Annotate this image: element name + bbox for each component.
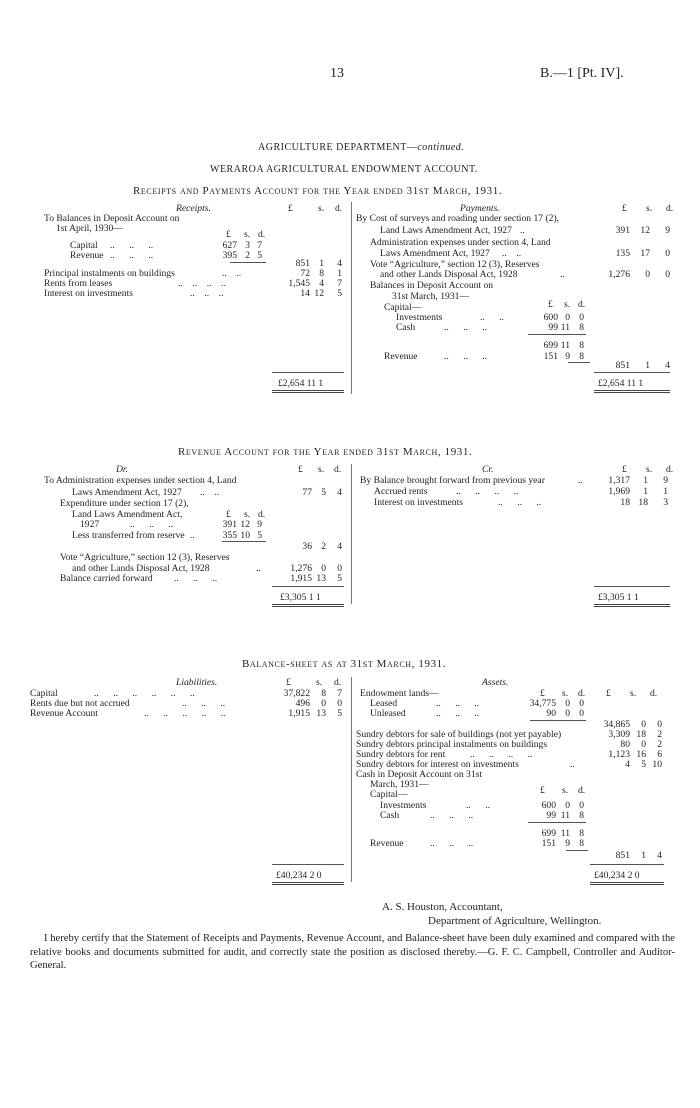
cash-pence: 8 xyxy=(579,810,584,821)
leader-dots: .. .. .. xyxy=(436,698,480,709)
revenue-pence: 8 xyxy=(579,838,584,849)
leader-dots: .. .. .. xyxy=(444,351,488,362)
leader-dots: .. xyxy=(560,269,565,280)
cash-pounds: 99 xyxy=(548,322,558,333)
p2-shillings: 17 xyxy=(640,248,650,259)
leader-dots: .. .. .. xyxy=(110,240,154,251)
total-double-rule xyxy=(272,390,344,393)
l3-pounds: 1,915 xyxy=(288,708,310,719)
d4-shillings: 13 xyxy=(316,573,326,584)
liabilities-total: £40,234 2 0 xyxy=(276,870,322,881)
d1-pence: 4 xyxy=(337,487,342,498)
unleased-shillings: 0 xyxy=(565,708,570,719)
liability-line: Capital xyxy=(30,688,58,699)
capital-total-pence: 8 xyxy=(579,340,584,351)
leader-dots: .. .. .. .. .. .. xyxy=(94,688,195,699)
rev-shilling-head: s. xyxy=(318,464,325,475)
revenue-pence: 5 xyxy=(257,250,262,261)
d2-less-pounds: 355 xyxy=(222,530,237,541)
total-rule xyxy=(594,586,670,587)
account-title: WERAROA AGRICULTURAL ENDOWMENT ACCOUNT. xyxy=(210,164,478,175)
interest-pence: 5 xyxy=(337,288,342,299)
bal-pence-head: d. xyxy=(334,677,342,688)
cash-shillings: 11 xyxy=(560,322,570,333)
sub-shilling-head: s. xyxy=(564,299,571,310)
leader-dots: .. .. .. xyxy=(430,810,474,821)
asset-line: Unleased xyxy=(370,708,406,719)
d2-sub-pence: 9 xyxy=(257,519,262,530)
investments-label: Investments xyxy=(396,312,443,323)
investments-pence: 0 xyxy=(579,312,584,323)
c2-pence: 1 xyxy=(663,486,668,497)
leader-dots: .. .. xyxy=(466,800,490,811)
d2-pounds: 36 xyxy=(302,541,312,552)
p1-pounds: 391 xyxy=(615,225,630,236)
payments-pence-head: d. xyxy=(666,203,674,214)
l2-shillings: 0 xyxy=(321,698,326,709)
sub-shilling-head: s. xyxy=(244,229,251,240)
asset-line: Sundry debtors for sale of buildings (not yet payable) xyxy=(356,729,562,740)
column-divider xyxy=(351,677,352,882)
p3-shillings: 0 xyxy=(645,269,650,280)
cash-pounds: 99 xyxy=(546,810,556,821)
cash-label: Cash xyxy=(396,322,416,333)
audit-certificate: I hereby certify that the Statement of Receipts and Payments, Revenue Account, and Balance-sheet have been duly examined and compared with the relative books and documents submitted for audit, and correctly state the position as disclosed thereby.—G. F. C. Campbell, Controller and Auditor-General. xyxy=(30,933,675,972)
balance-total-pence: 4 xyxy=(337,258,342,269)
total-double-rule xyxy=(590,882,664,885)
a4-shillings: 16 xyxy=(636,749,646,760)
revenue-label: Revenue xyxy=(70,250,104,261)
d1-pounds: 77 xyxy=(302,487,312,498)
subtotal-rule xyxy=(528,822,586,823)
receipts-line: 1st April, 1930— xyxy=(56,223,123,234)
p1-pence: 9 xyxy=(665,225,670,236)
subtotal-rule xyxy=(528,334,586,335)
revenue-shillings: 9 xyxy=(565,838,570,849)
total-rule xyxy=(272,586,344,587)
principal-pounds: 72 xyxy=(300,268,310,279)
unleased-pounds: 90 xyxy=(546,708,556,719)
a2-pence: 2 xyxy=(657,729,662,740)
receipts-line: To Balances in Deposit Account on xyxy=(44,213,180,224)
payment-line: Balances in Deposit Account on xyxy=(370,280,494,291)
revenue-pence: 8 xyxy=(579,351,584,362)
interest-pounds: 14 xyxy=(300,288,310,299)
cash-deposit-total-pence: 4 xyxy=(657,850,662,861)
a5-pounds: 4 xyxy=(625,759,630,770)
accountant-signature: A. S. Houston, Accountant, xyxy=(382,901,503,913)
subtotal-rule xyxy=(230,262,266,263)
column-divider xyxy=(351,202,352,394)
debit-line: Less transferred from reserve xyxy=(72,530,185,541)
d2-less-pence: 5 xyxy=(257,530,262,541)
receipts-column-head: Receipts. xyxy=(176,203,211,214)
balance-heading: Balance-sheet as at 31st March, 1931. xyxy=(242,658,447,670)
bal-shilling-head: s. xyxy=(316,677,323,688)
revenue-label: Revenue xyxy=(370,838,404,849)
c2-shillings: 1 xyxy=(643,486,648,497)
a2-shillings: 18 xyxy=(636,729,646,740)
deposit-total-pounds: 851 xyxy=(615,360,630,371)
total-double-rule xyxy=(272,882,344,885)
leader-dots: .. xyxy=(578,475,583,486)
revenue-shillings: 2 xyxy=(245,250,250,261)
revenue-pounds: 151 xyxy=(543,351,558,362)
liability-line: Rents due but not accrued xyxy=(30,698,130,709)
asset-line: Capital— xyxy=(370,789,408,800)
capital-label: Capital xyxy=(70,240,98,251)
asset-line: Sundry debtors for interest on investments xyxy=(356,759,519,770)
p1-shillings: 12 xyxy=(640,225,650,236)
receipts-total: £2,654 11 1 xyxy=(278,378,324,389)
a5-shillings: 5 xyxy=(641,759,646,770)
interest-label: Interest on investments xyxy=(44,288,133,299)
investments-pounds: 600 xyxy=(543,312,558,323)
subtotal-rule xyxy=(568,362,590,363)
leader-dots: .. .. xyxy=(200,487,220,498)
c1-pence: 9 xyxy=(663,475,668,486)
receipts-shilling-head: s. xyxy=(318,203,325,214)
page-reference: B.—1 [Pt. IV]. xyxy=(540,66,624,81)
p2-pounds: 135 xyxy=(615,248,630,259)
balance-total-shillings: 1 xyxy=(319,258,324,269)
rents-label: Rents from leases xyxy=(44,278,113,289)
sub-pound-head: £ xyxy=(226,229,231,240)
asset-line: Sundry debtors principal instalments on buildings xyxy=(356,739,548,750)
cash-deposit-total-shillings: 1 xyxy=(641,850,646,861)
credit-line: Accrued rents xyxy=(374,486,428,497)
cash-pence: 8 xyxy=(579,322,584,333)
column-divider xyxy=(351,464,352,604)
leader-dots: .. .. .. xyxy=(182,698,226,709)
asset-line: Endowment lands— xyxy=(360,688,439,699)
sub-shilling-head: s. xyxy=(562,688,569,699)
asset-line: March, 1931— xyxy=(370,779,429,790)
d3-pounds: 1,276 xyxy=(290,563,312,574)
d4-pence: 5 xyxy=(337,573,342,584)
sub-pence-head: d. xyxy=(578,688,586,699)
investments-label: Investments xyxy=(380,800,427,811)
rev-pound-head: £ xyxy=(622,464,627,475)
cash-deposit-total-pounds: 851 xyxy=(615,850,630,861)
payment-line: Vote “Agriculture,” section 12 (3), Reserves xyxy=(370,259,540,270)
capital-total-shillings: 11 xyxy=(560,340,570,351)
total-double-rule xyxy=(594,390,670,393)
leased-pence: 0 xyxy=(579,698,584,709)
leader-dots: .. .. xyxy=(480,312,504,323)
investments-shillings: 0 xyxy=(565,800,570,811)
d3-pence: 0 xyxy=(337,563,342,574)
principal-pence: 1 xyxy=(337,268,342,279)
leader-dots: .. .. .. xyxy=(110,250,154,261)
debit-line: Vote “Agriculture,” section 12 (3), Reserves xyxy=(60,552,230,563)
investments-shillings: 0 xyxy=(565,312,570,323)
total-double-rule xyxy=(272,604,344,607)
revenue-shillings: 9 xyxy=(565,351,570,362)
leader-dots: .. .. .. xyxy=(174,573,218,584)
leader-dots: .. .. .. xyxy=(430,838,474,849)
c1-shillings: 1 xyxy=(643,475,648,486)
bal-pence-head: d. xyxy=(650,688,658,699)
leader-dots: .. .. .. .. xyxy=(456,486,519,497)
liability-line: Revenue Account xyxy=(30,708,98,719)
asset-line: Sundry debtors for rent xyxy=(356,749,446,760)
cash-shillings: 11 xyxy=(560,810,570,821)
sub-pound-head: £ xyxy=(548,299,553,310)
sub-shilling-head: s. xyxy=(562,785,569,796)
endowment-total-shillings: 0 xyxy=(641,719,646,730)
payment-line: Administration expenses under section 4, Land xyxy=(370,237,551,248)
debit-line: Laws Amendment Act, 1927 xyxy=(72,487,182,498)
debit-line: Land Laws Amendment Act, xyxy=(72,509,183,520)
l1-pence: 7 xyxy=(337,688,342,699)
leased-shillings: 0 xyxy=(565,698,570,709)
debit-line: Balance carried forward xyxy=(60,573,153,584)
receipts-heading: Receipts and Payments Account for the Year ended 31st March, 1931. xyxy=(133,185,503,197)
debit-line: Expenditure under section 17 (2), xyxy=(60,498,189,509)
assets-total: £40,234 2 0 xyxy=(594,870,640,881)
leader-dots: .. xyxy=(520,225,525,236)
revenue-pounds: 395 xyxy=(222,250,237,261)
c1-pounds: 1,317 xyxy=(608,475,630,486)
assets-head: Assets. xyxy=(482,677,509,688)
payment-line: Laws Amendment Act, 1927 xyxy=(380,248,490,259)
subtotal-rule xyxy=(530,720,586,721)
asset-line: Cash in Deposit Account on 31st xyxy=(356,769,483,780)
a3-shillings: 0 xyxy=(641,739,646,750)
credit-line: By Balance brought forward from previous year xyxy=(360,475,545,486)
payment-line: and other Lands Disposal Act, 1928 xyxy=(380,269,518,280)
revenue-heading: Revenue Account for the Year ended 31st March, 1931. xyxy=(178,446,473,458)
subtotal-rule xyxy=(566,850,588,851)
balance-total-pounds: 851 xyxy=(295,258,310,269)
capital-pence: 7 xyxy=(257,240,262,251)
payment-line: 31st March, 1931— xyxy=(392,291,470,302)
sub-shilling-head: s. xyxy=(244,509,251,520)
total-rule xyxy=(272,372,344,373)
capital-label: Capital— xyxy=(384,302,422,313)
unleased-pence: 0 xyxy=(579,708,584,719)
sub-pound-head: £ xyxy=(540,688,545,699)
c3-pence: 3 xyxy=(663,497,668,508)
total-double-rule xyxy=(594,604,670,607)
rev-pound-head: £ xyxy=(298,464,303,475)
payments-shilling-head: s. xyxy=(646,203,653,214)
receipts-pence-head: d. xyxy=(335,203,343,214)
d2-pence: 4 xyxy=(337,541,342,552)
payments-total: £2,654 11 1 xyxy=(598,378,644,389)
capital-total-pounds: 699 xyxy=(543,340,558,351)
leader-dots: .. xyxy=(256,563,261,574)
rents-shillings: 4 xyxy=(319,278,324,289)
l3-shillings: 13 xyxy=(316,708,326,719)
rev-pence-head: d. xyxy=(666,464,674,475)
revenue-pounds: 151 xyxy=(541,838,556,849)
debit-line: 1927 xyxy=(80,519,100,530)
endowment-total-pounds: 34,865 xyxy=(603,719,630,730)
receipts-pound-head: £ xyxy=(288,203,293,214)
rents-pence: 7 xyxy=(337,278,342,289)
payments-pound-head: £ xyxy=(622,203,627,214)
a2-pounds: 3,309 xyxy=(608,729,630,740)
bal-shilling-head: s. xyxy=(630,688,637,699)
c2-pounds: 1,969 xyxy=(608,486,630,497)
d3-shillings: 0 xyxy=(321,563,326,574)
payment-line: By Cost of surveys and roading under section 17 (2), xyxy=(356,213,560,224)
sub-pence-head: d. xyxy=(258,509,266,520)
leader-dots: .. xyxy=(570,759,575,770)
c3-pounds: 18 xyxy=(620,497,630,508)
leader-dots: .. .. .. .. xyxy=(470,749,533,760)
credit-head: Cr. xyxy=(482,464,494,475)
d1-shillings: 5 xyxy=(321,487,326,498)
capital-total-shillings: 11 xyxy=(560,828,570,839)
leader-dots: .. .. .. xyxy=(190,288,224,299)
investments-pounds: 600 xyxy=(541,800,556,811)
deposit-total-pence: 4 xyxy=(665,360,670,371)
leader-dots: .. .. .. xyxy=(436,708,480,719)
principal-label: Principal instalments on buildings xyxy=(44,268,175,279)
sub-pound-head: £ xyxy=(540,785,545,796)
leader-dots: .. .. .. .. xyxy=(178,278,226,289)
a5-pence: 10 xyxy=(652,759,662,770)
a3-pence: 2 xyxy=(657,739,662,750)
leader-dots: .. .. .. .. .. xyxy=(144,708,226,719)
accountant-department: Department of Agriculture, Wellington. xyxy=(428,915,602,927)
total-rule xyxy=(590,864,664,865)
liabilities-head: Liabilities. xyxy=(176,677,218,688)
credit-line: Interest on investments xyxy=(374,497,463,508)
leader-dots: .. .. xyxy=(502,248,522,259)
sub-pence-head: d. xyxy=(578,785,586,796)
payments-column-head: Payments. xyxy=(460,203,500,214)
bal-pound-head: £ xyxy=(606,688,611,699)
d2-sub-pounds: 391 xyxy=(222,519,237,530)
l3-pence: 5 xyxy=(337,708,342,719)
payment-line: Land Laws Amendment Act, 1927 xyxy=(380,225,512,236)
l2-pounds: 496 xyxy=(295,698,310,709)
rents-pounds: 1,545 xyxy=(288,278,310,289)
d2-shillings: 2 xyxy=(321,541,326,552)
total-rule xyxy=(594,372,670,373)
p3-pounds: 1,276 xyxy=(608,269,630,280)
p2-pence: 0 xyxy=(665,248,670,259)
capital-shillings: 3 xyxy=(245,240,250,251)
investments-pence: 0 xyxy=(579,800,584,811)
a4-pounds: 1,123 xyxy=(608,749,630,760)
total-rule xyxy=(272,864,344,865)
capital-total-pence: 8 xyxy=(579,828,584,839)
leader-dots: .. .. .. xyxy=(444,322,488,333)
a4-pence: 6 xyxy=(657,749,662,760)
leader-dots: .. .. .. xyxy=(498,497,542,508)
p3-pence: 0 xyxy=(665,269,670,280)
sub-pound-head: £ xyxy=(226,509,231,520)
leader-dots: .. .. xyxy=(222,268,242,279)
l1-pounds: 37,822 xyxy=(283,688,310,699)
a3-pounds: 80 xyxy=(620,739,630,750)
l1-shillings: 8 xyxy=(321,688,326,699)
leased-pounds: 34,775 xyxy=(529,698,556,709)
c3-shillings: 18 xyxy=(638,497,648,508)
sub-pence-head: d. xyxy=(578,299,586,310)
principal-shillings: 8 xyxy=(319,268,324,279)
revenue-label: Revenue xyxy=(384,351,418,362)
rev-shilling-head: s. xyxy=(646,464,653,475)
department-title: AGRICULTURE DEPARTMENT—continued. xyxy=(258,142,465,153)
debit-line: To Administration expenses under section 4, Land xyxy=(44,475,237,486)
deposit-total-shillings: 1 xyxy=(645,360,650,371)
cash-label: Cash xyxy=(380,810,400,821)
page-number: 13 xyxy=(330,66,344,81)
bal-pound-head: £ xyxy=(286,677,291,688)
rev-pence-head: d. xyxy=(334,464,342,475)
sub-pence-head: d. xyxy=(258,229,266,240)
revenue-credit-total: £3,305 1 1 xyxy=(598,592,639,603)
interest-shillings: 12 xyxy=(314,288,324,299)
d2-sub-shillings: 12 xyxy=(240,519,250,530)
d4-pounds: 1,915 xyxy=(290,573,312,584)
l2-pence: 0 xyxy=(337,698,342,709)
asset-line: Leased xyxy=(370,698,398,709)
capital-total-pounds: 699 xyxy=(541,828,556,839)
leader-dots: .. .. .. xyxy=(130,519,174,530)
capital-pounds: 627 xyxy=(222,240,237,251)
debit-line: and other Lands Disposal Act, 1928 xyxy=(72,563,210,574)
subtotal-rule xyxy=(222,541,266,542)
revenue-debit-total: £3,305 1 1 xyxy=(280,592,321,603)
endowment-total-pence: 0 xyxy=(657,719,662,730)
leader-dots: .. xyxy=(190,530,195,541)
debit-head: Dr. xyxy=(116,464,128,475)
d2-less-shillings: 10 xyxy=(240,530,250,541)
